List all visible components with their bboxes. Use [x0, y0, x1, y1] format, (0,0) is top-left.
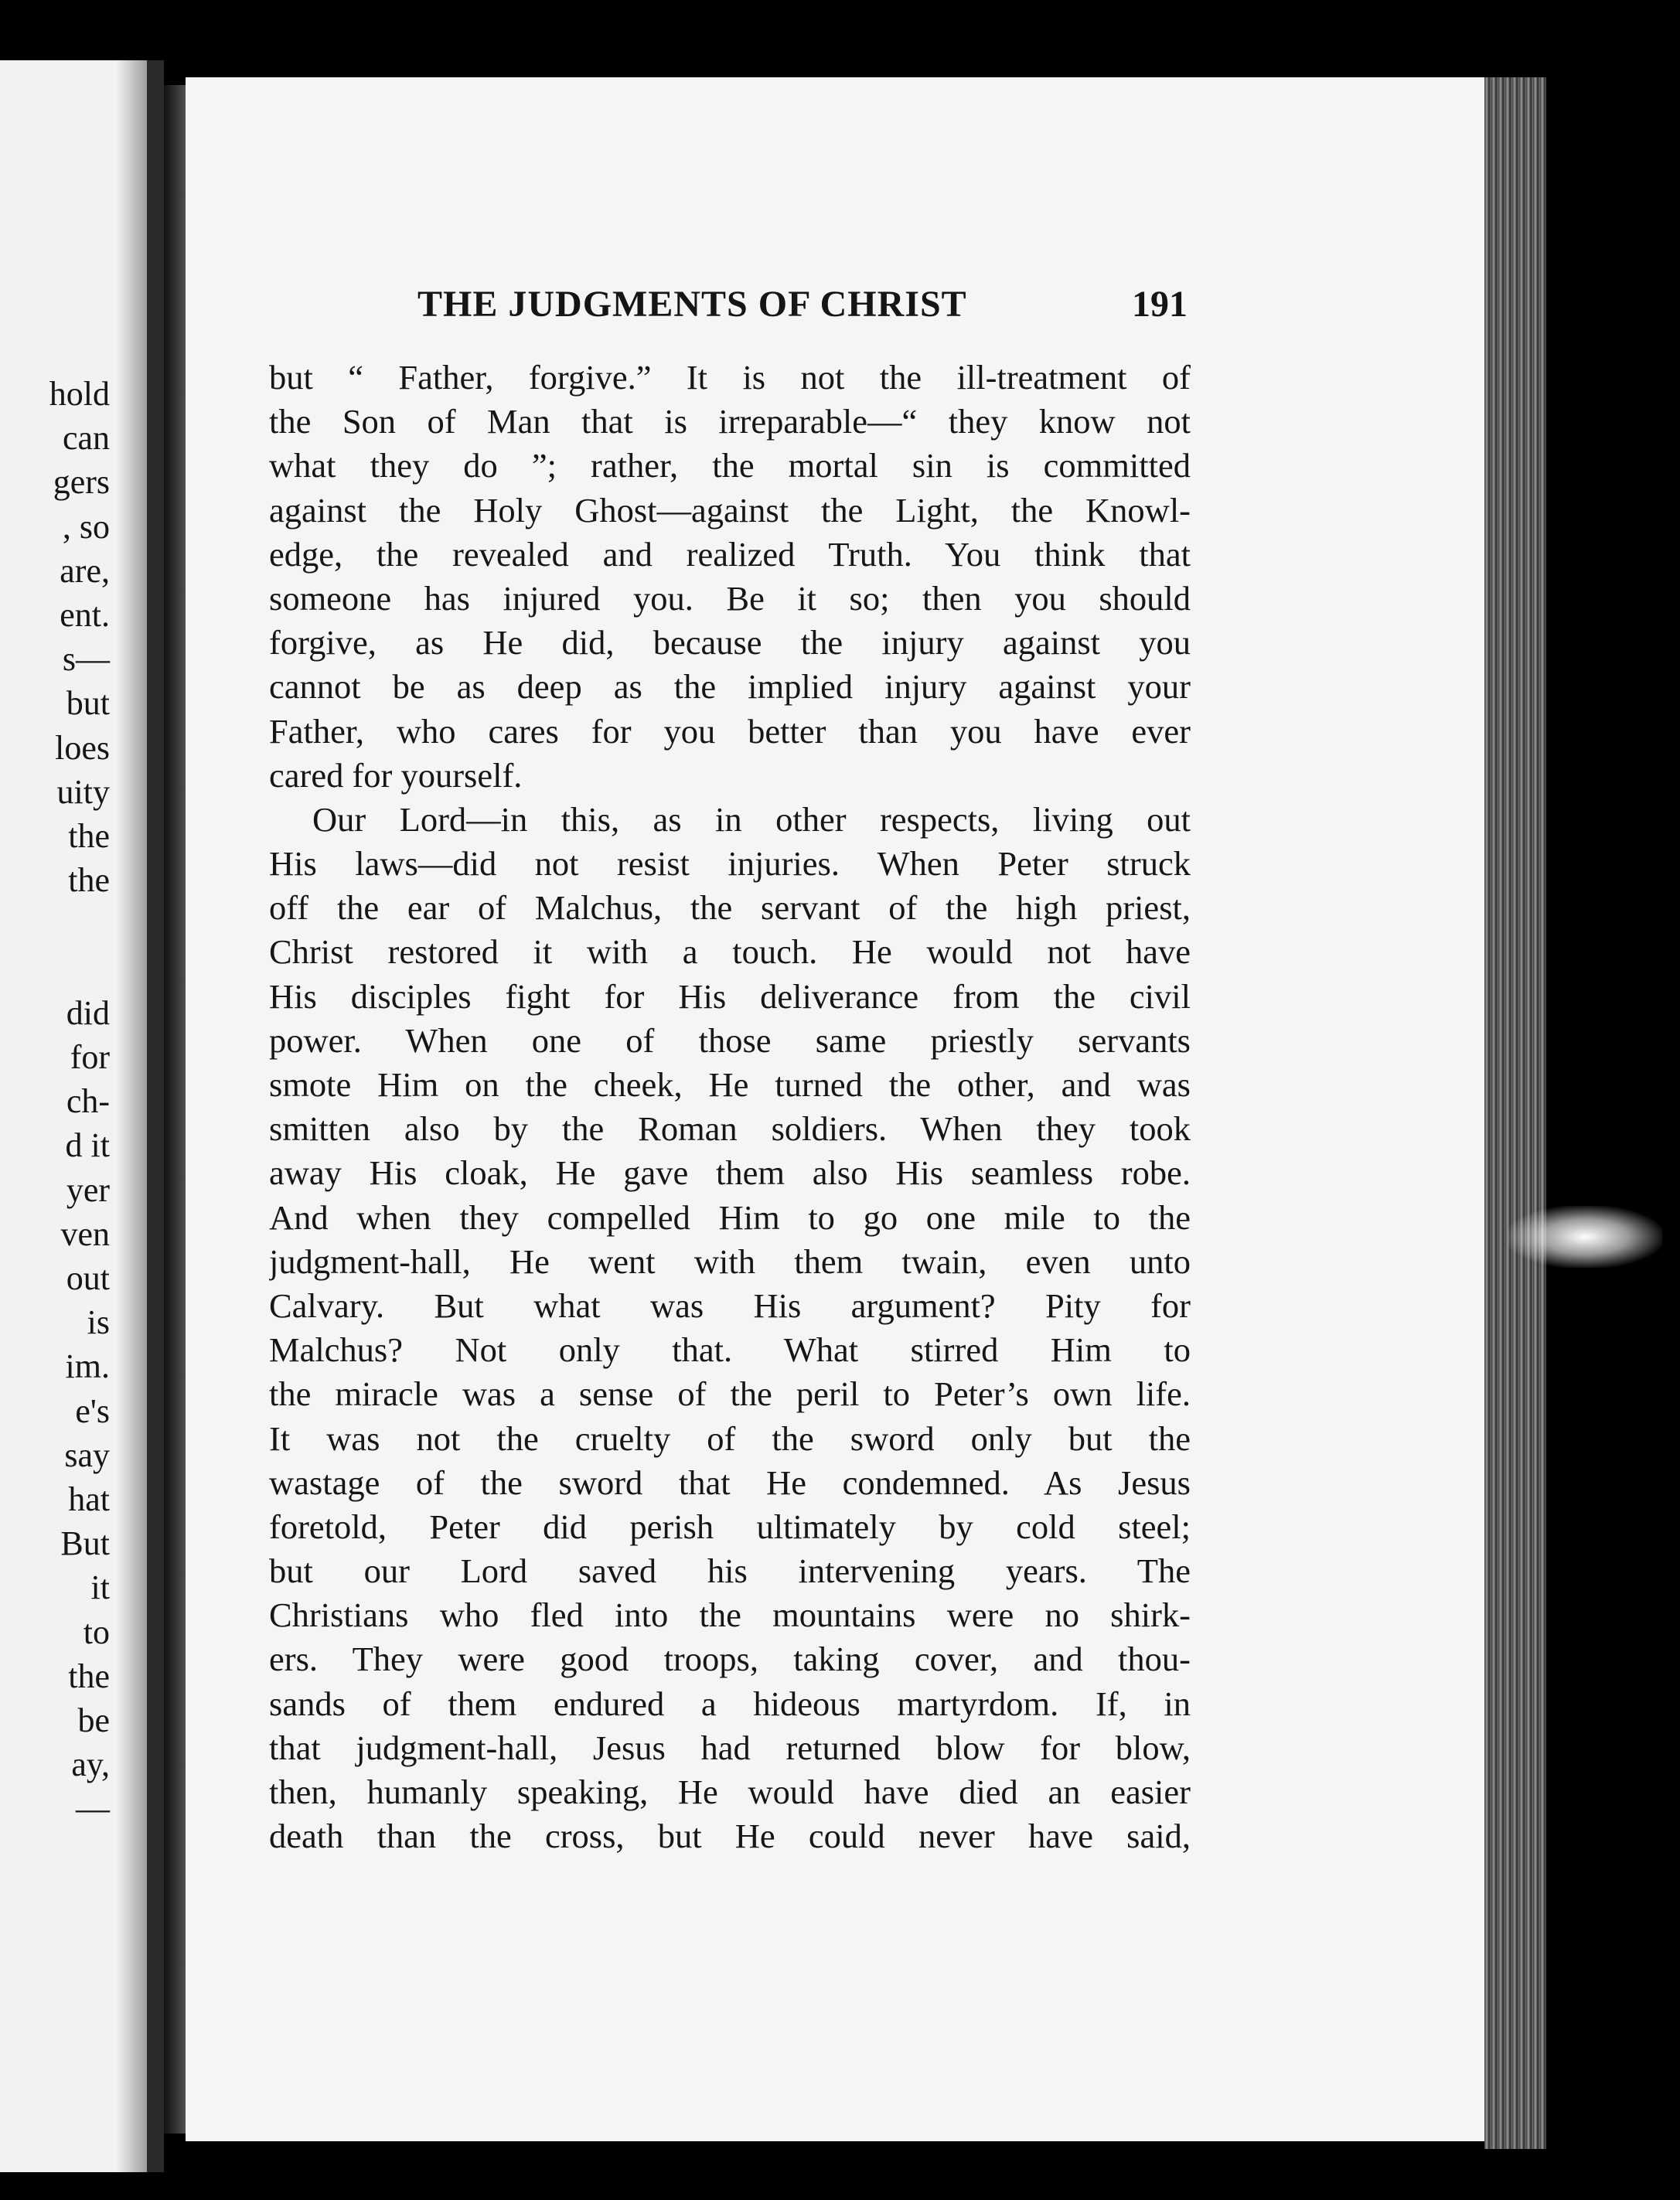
left-page-line-fragment: ven [60, 1214, 110, 1253]
text-line: Father, who cares for you better than you have ever [269, 711, 1191, 751]
left-page-line-fragment: loes [55, 728, 110, 767]
text-line: what they do ”; rather, the mortal sin is committed [269, 446, 1191, 485]
left-page-line-fragment: for [70, 1038, 110, 1076]
page-number: 191 [1132, 284, 1188, 325]
left-page-line-fragment: out [66, 1259, 110, 1297]
left-page-line-fragment: e's [75, 1391, 110, 1430]
text-line: edge, the revealed and realized Truth. You think that [269, 534, 1191, 574]
left-page-line-fragment: to [83, 1613, 110, 1651]
text-line: cannot be as deep as the implied injury against your [269, 667, 1191, 707]
left-page-line-fragment: say [64, 1435, 110, 1474]
left-page-line-fragment: the [68, 1657, 110, 1695]
left-page-line-fragment: it [90, 1568, 110, 1607]
left-page-line-fragment: ay, [71, 1745, 110, 1784]
light-glare [1508, 1206, 1662, 1268]
left-page-line-fragment: ch- [66, 1082, 110, 1121]
left-page-line-fragment: , so [62, 507, 110, 546]
text-line: cared for yourself. [269, 755, 523, 795]
left-page-line-fragment: gers [53, 463, 110, 502]
gutter-shadow [116, 60, 147, 2172]
text-line: sands of them endured a hideous martyrdom. If, in [269, 1684, 1191, 1723]
left-page-line-fragment: d it [65, 1126, 110, 1165]
left-page-line-fragment: did [66, 993, 110, 1032]
text-line: His laws—did not resist injuries. When Peter struck [269, 844, 1191, 884]
left-page-line-fragment: the [68, 861, 110, 900]
text-line: And when they compelled Him to go one mile to the [269, 1197, 1191, 1237]
left-page-line-fragment: hat [68, 1480, 110, 1518]
text-line: Christ restored it with a touch. He would not have [269, 932, 1191, 972]
text-line: ers. They were good troops, taking cover, and thou- [269, 1640, 1191, 1679]
text-line: death than the cross, but He could never have said, [269, 1817, 1191, 1856]
left-page-line-fragment: be [77, 1701, 110, 1739]
text-line: that judgment-hall, Jesus had returned blow for blow, [269, 1728, 1191, 1767]
left-page-line-fragment: can [62, 419, 110, 458]
text-line: It was not the cruelty of the sword only but the [269, 1418, 1191, 1458]
text-line: away His cloak, He gave them also His seamless robe. [269, 1153, 1191, 1193]
left-page-line-fragment: are, [60, 551, 110, 590]
text-line: off the ear of Malchus, the servant of the high priest, [269, 888, 1191, 928]
text-line: foretold, Peter did perish ultimately by cold steel; [269, 1507, 1191, 1546]
text-line: Calvary. But what was His argument? Pity for [269, 1286, 1191, 1325]
left-page-line-fragment: yer [66, 1170, 110, 1209]
left-page-line-fragment: — [76, 1790, 110, 1828]
book-spine-shadow [164, 85, 187, 2134]
text-line: Malchus? Not only that. What stirred Him to [269, 1330, 1191, 1370]
left-page-line-fragment: hold [49, 375, 110, 413]
text-line: the miracle was a sense of the peril to Peter’s own life. [269, 1374, 1191, 1414]
text-line: smote Him on the cheek, He turned the other, and was [269, 1065, 1191, 1104]
body-text [269, 356, 1191, 1858]
left-facing-page [0, 60, 164, 2172]
left-page-line-fragment: ent. [60, 596, 110, 634]
text-line: Christians who fled into the mountains were no shirk- [269, 1596, 1191, 1635]
text-line: judgment-hall, He went with them twain, even unto [269, 1241, 1191, 1281]
text-line: someone has injured you. Be it so; then you should [269, 578, 1191, 618]
text-line: wastage of the sword that He condemned. As Jesus [269, 1463, 1191, 1502]
left-page-line-fragment: But [60, 1524, 110, 1563]
text-line: but “ Father, forgive.” It is not the ill-treatment of [269, 358, 1191, 397]
left-page-line-fragment: the [68, 817, 110, 855]
text-line: power. When one of those same priestly servants [269, 1020, 1191, 1060]
running-title: THE JUDGMENTS OF CHRIST [417, 284, 967, 325]
text-line: against the Holy Ghost—against the Light, the Knowl- [269, 490, 1191, 530]
text-line: the Son of Man that is irreparable—“ they know not [269, 402, 1191, 441]
left-page-line-fragment: s— [62, 640, 110, 679]
left-page-line-fragment: but [66, 684, 110, 723]
text-line: then, humanly speaking, He would have died an easier [269, 1773, 1191, 1811]
text-line: Our Lord—in this, as in other respects, living out [312, 799, 1191, 839]
text-line: His disciples fight for His deliverance from the civil [269, 976, 1191, 1016]
left-page-line-fragment: uity [56, 772, 110, 811]
page-edges [1484, 77, 1546, 2149]
left-page-line-fragment: im. [65, 1347, 110, 1386]
text-line: but our Lord saved his intervening years. The [269, 1551, 1191, 1591]
text-line: smitten also by the Roman soldiers. When they took [269, 1109, 1191, 1149]
text-line: forgive, as He did, because the injury against you [269, 623, 1191, 662]
left-page-line-fragment: is [87, 1303, 110, 1342]
